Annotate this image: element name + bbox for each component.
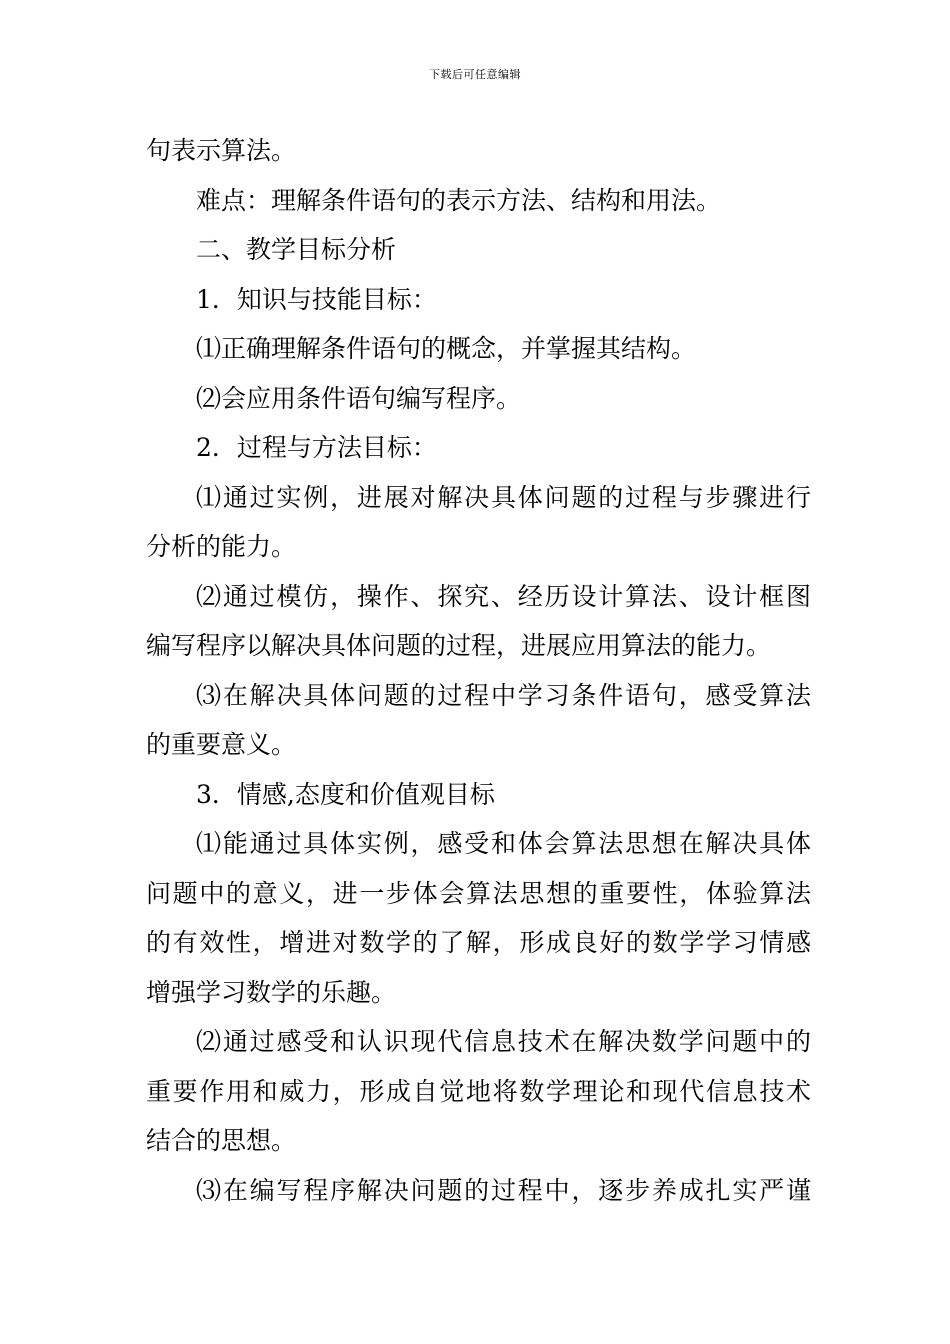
text-line: 1．知识与技能目标： — [196, 284, 437, 314]
text-line: ⑵通过感受和认识现代信息技术在解决数学问题中的 — [196, 1027, 811, 1056]
text-line: ⑶在解决具体问题的过程中学习条件语句，感受算法 — [196, 680, 811, 710]
text-line: ⑴能通过具体实例，感受和体会算法思想在解决具体 — [196, 829, 811, 858]
text-line: ⑶在编写程序解决问题的过程中，逐步养成扎实严谨 — [196, 1175, 811, 1205]
document-body — [146, 126, 811, 1215]
text-line: 增强学习数学的乐趣。 — [146, 977, 397, 1007]
text-line: ⑴正确理解条件语句的概念，并掌握其结构。 — [196, 334, 697, 363]
text-line: 2．过程与方法目标： — [196, 433, 437, 462]
text-line: 3．情感,态度和价值观目标 — [196, 779, 495, 809]
text-line: 句表示算法。 — [146, 136, 297, 165]
text-line: ⑵会应用条件语句编写程序。 — [196, 383, 522, 413]
text-line: 的有效性，增进对数学的了解，形成良好的数学学习情感 — [146, 928, 811, 957]
text-line: 难点：理解条件语句的表示方法、结构和用法。 — [196, 185, 722, 215]
text-line: 编写程序以解决具体问题的过程，进展应用算法的能力。 — [146, 631, 772, 660]
text-line: 重要作用和威力，形成自觉地将数学理论和现代信息技术 — [146, 1076, 811, 1106]
text-line: ⑵通过模仿，操作、探究、经历设计算法、设计框图 — [196, 581, 811, 611]
text-line: 分析的能力。 — [146, 532, 297, 561]
text-line: ⑴通过实例，进展对解决具体问题的过程与步骤进行 — [196, 482, 811, 512]
text-line: 结合的思想。 — [146, 1126, 297, 1155]
text-line: 的重要意义。 — [146, 730, 297, 759]
text-line: 二、教学目标分析 — [196, 235, 397, 264]
page-header: 下载后可任意编辑 — [429, 68, 521, 81]
text-line: 问题中的意义，进一步体会算法思想的重要性，体验算法 — [146, 878, 811, 908]
